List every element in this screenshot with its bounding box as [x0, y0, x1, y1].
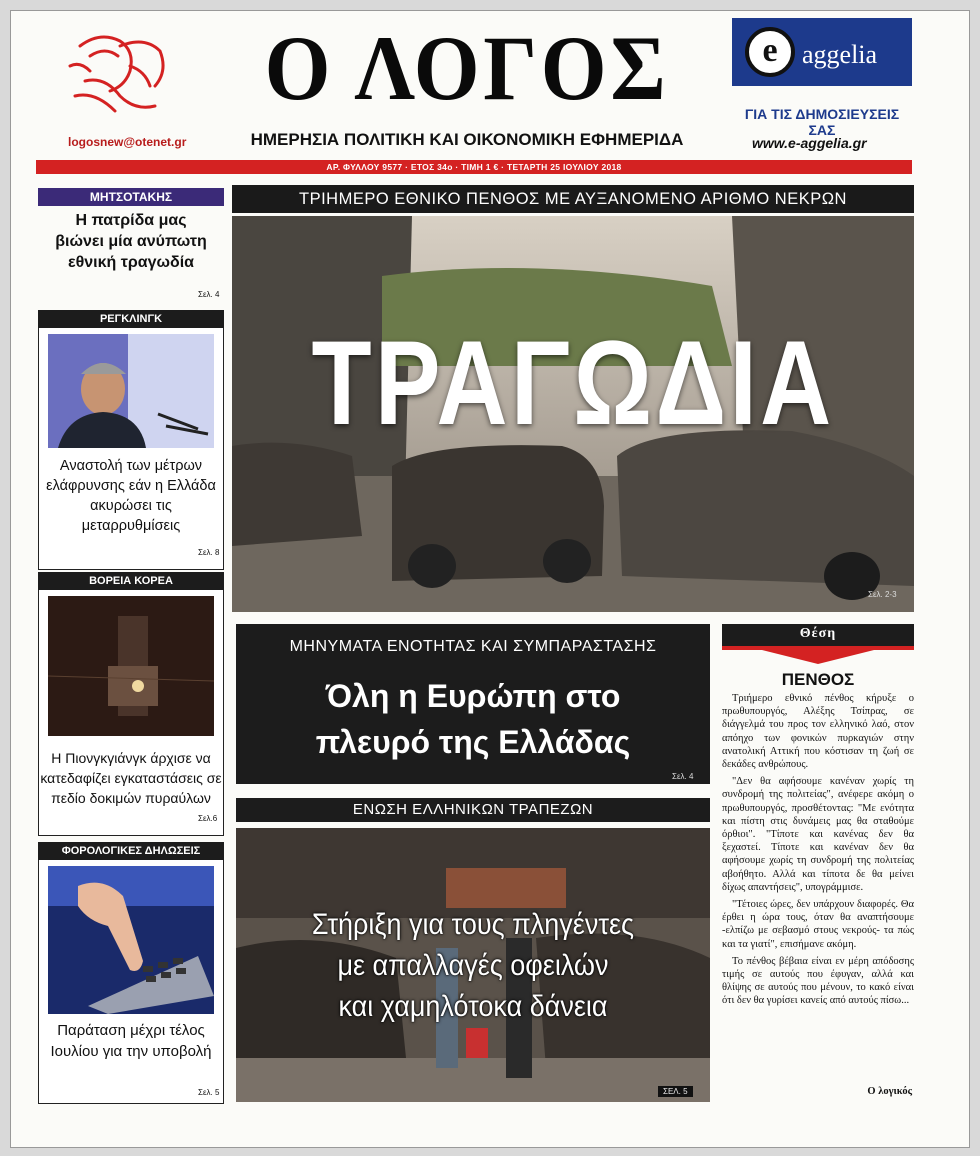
contact-email: logosnew@otenet.gr — [68, 135, 187, 149]
newspaper-title: Ο ΛΟΓΟΣ — [264, 17, 670, 119]
ad-url: www.e-aggelia.gr — [752, 135, 867, 151]
banks-headline-line3: και χαμηλότοκα δάνεια — [338, 990, 608, 1023]
tag-regling: ΡΕΓΚΛΙΝΓΚ — [38, 310, 224, 328]
tax-headline: Παράταση μέχρι τέλος Ιουλίου για την υποβολή — [50, 1022, 212, 1060]
opinion-paragraph: "Δεν θα αφήσουμε κανέναν χωρίς τη συνδρομή της πολιτείας", ανέφερε ακόμη ο πρωθυπουργός, προσθέτοντας: "Με ενότητα και πίστη στις δυνάμεις μας θα σταθούμε όρθιοι". "Τίποτε και κανένας δεν θα ξεχαστεί. Τίποτε και κανέναν δεν θα αφήσουμε χωρίς τη συνδρομή της πολιτείας αβοήθητο. Αλλά και τίποτα δε θα μείνει δίχως απαντήσεις", υπογράμμισε. — [722, 776, 914, 893]
opinion-signature: Ο λογικός — [867, 1086, 912, 1097]
issue-info: ΑΡ. ΦΥΛΛΟΥ 9577 · ΕΤΟΣ 34ο · ΤΙΜΗ 1 € · ΤΕΤΑΡΤΗ 25 ΙΟΥΛΙΟΥ 2018 — [326, 162, 622, 172]
north-korea-page: Σελ.6 — [198, 814, 218, 823]
north-korea-photo — [48, 596, 214, 736]
ad-logo-text: aggelia — [802, 40, 878, 69]
tax-photo — [48, 866, 214, 1014]
mitsotakis-headline: Η πατρίδα μας βιώνει μία ανύπωτη εθνική τραγωδία — [55, 212, 207, 271]
opinion-paragraph: Τριήμερο εθνικό πένθος κήρυξε ο πρωθυπουργός, Αλέξης Τσίπρας, σε διάγγελμά του προς τον ελληνικό λαό, στον απόηχο των φονικών πυρκαγιών στην ανατολική Αττική που κόστισαν τη ζωή σε δεκάδες ανθρώπους. — [722, 693, 914, 771]
logo-faces-icon — [60, 26, 180, 126]
banks-bar: ΕΝΩΣΗ ΕΛΛΗΝΙΚΩΝ ΤΡΑΠΕΖΩΝ — [236, 798, 710, 822]
main-topbar: ΤΡΙΗΜΕΡΟ ΕΘΝΙΚΟ ΠΕΝΘΟΣ ΜΕ ΑΥΞΑΝΟΜΕΝΟ ΑΡΙΘΜΟ ΝΕΚΡΩΝ — [232, 185, 914, 213]
tax-page: Σελ. 5 — [198, 1088, 220, 1097]
mitsotakis-page: Σελ. 4 — [198, 290, 220, 299]
tag-mitsotakis: ΜΗΤΣΟΤΑΚΗΣ — [38, 188, 224, 206]
opinion-tag: Θέση — [799, 626, 837, 641]
opinion-paragraph: Το πένθος βέβαια είναι εν μέρη απόδοσης τιμής σε αυτούς που έφυγαν, αλλά και θλίψης σε αυτούς που μένουν, το κακό είναι ότι δεν θα γυρίσει κανείς από αυτούς πίσω... — [722, 955, 914, 1007]
regling-page: Σελ. 8 — [198, 548, 220, 557]
main-headline: ΤΡΑΓΩΔΙΑ — [311, 316, 835, 450]
regling-headline: Αναστολή των μέτρων ελάφρυνσης εάν η Ελλάδα ακυρώσει τις μεταρρυθμίσεις — [46, 458, 216, 534]
europe-page: Σελ. 4 — [672, 772, 694, 781]
opinion-title: ΠΕΝΘΟΣ — [781, 670, 855, 689]
tag-north-korea: ΒΟΡΕΙΑ ΚΟΡΕΑ — [38, 572, 224, 590]
tag-tax: ΦΟΡΟΛΟΓΙΚΕΣ ΔΗΛΩΣΕΙΣ — [38, 842, 224, 860]
regling-photo — [48, 334, 214, 448]
ad-logo-letter: e — [762, 32, 778, 69]
north-korea-headline: Η Πιονγκγιάνγκ άρχισε να κατεδαφίζει εγκαταστάσεις σε πεδίο δοκιμών πυραύλων — [40, 750, 222, 806]
europe-supheading: ΜΗΝΥΜΑΤΑ ΕΝΟΤΗΤΑΣ ΚΑΙ ΣΥΜΠΑΡΑΣΤΑΣΗΣ — [289, 638, 657, 655]
banks-headline-line1: Στήριξη για τους πληγέντες — [311, 908, 635, 941]
newspaper-subtitle: ΗΜΕΡΗΣΙΑ ΠΟΛΙΤΙΚΗ ΚΑΙ ΟΙΚΟΝΟΜΙΚΗ ΕΦΗΜΕΡΙΔΑ — [250, 130, 684, 149]
main-photo-page: Σελ. 2-3 — [868, 590, 897, 599]
banks-headline-line2: με απαλλαγές οφειλών — [337, 949, 609, 982]
banks-page: ΣΕΛ. 5 — [658, 1086, 693, 1097]
opinion-paragraph: "Τέτοιες ώρες, δεν υπάρχουν διαφορές. Θα έρθει η ώρα τους, όταν θα αναπτήσουμε -ελπίζω με σεβασμό στους νεκρούς- τα πώς και τα γιατί", επισήμανε ακόμη. — [722, 899, 914, 950]
europe-headline-line2: πλευρό της Ελλάδας — [315, 724, 631, 760]
ad-tagline: ΓΙΑ ΤΙΣ ΔΗΜΟΣΙΕΥΣΕΙΣ ΣΑΣ — [744, 106, 900, 138]
europe-headline-line1: Όλη η Ευρώπη στο — [325, 678, 621, 714]
opinion-article — [722, 692, 914, 1012]
